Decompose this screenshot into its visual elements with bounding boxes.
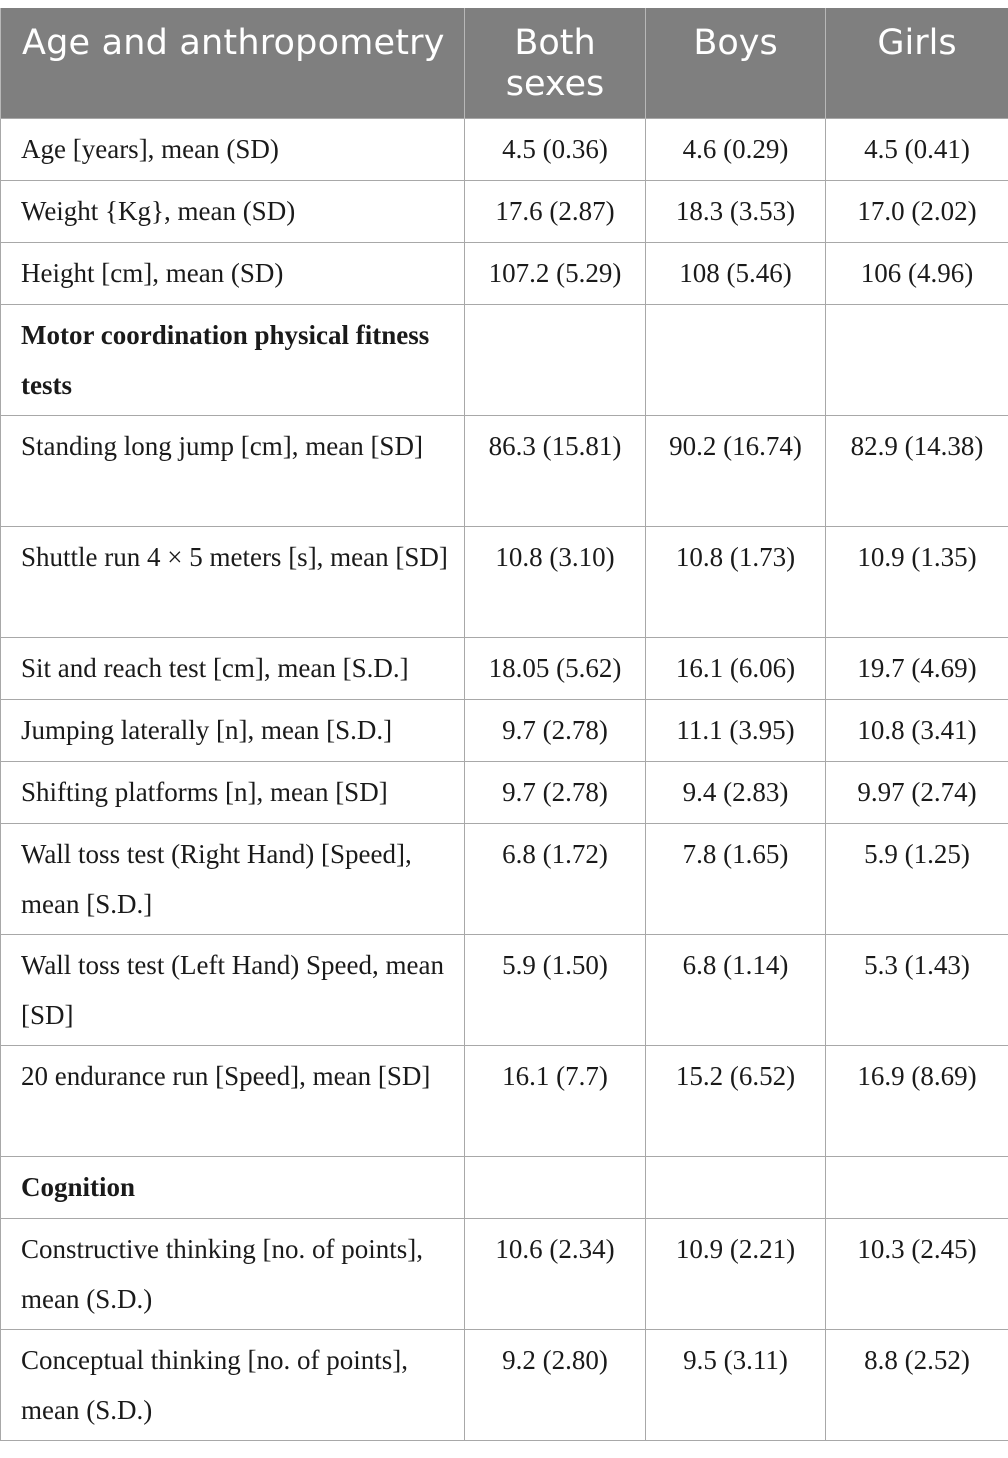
cell-both-sexes: 9.7 (2.78) (465, 761, 646, 823)
header-girls: Girls (826, 8, 1008, 118)
table-row (1, 242, 1008, 304)
cell-girls: 16.9 (8.69) (826, 1045, 1008, 1156)
cell-boys: 4.6 (0.29) (646, 118, 826, 180)
cell-girls: 10.3 (2.45) (826, 1218, 1008, 1329)
empty-cell (826, 304, 1008, 415)
cell-boys: 10.9 (2.21) (646, 1218, 826, 1329)
section-row (1, 1156, 1008, 1218)
empty-cell (465, 304, 646, 415)
row-label: Shifting platforms [n], mean [SD] (1, 761, 465, 823)
row-label: Conceptual thinking [no. of points], mean (S.D.) (1, 1329, 465, 1440)
cell-both-sexes: 10.6 (2.34) (465, 1218, 646, 1329)
cell-boys: 11.1 (3.95) (646, 699, 826, 761)
row-label: Height [cm], mean (SD) (1, 242, 465, 304)
table-row (1, 118, 1008, 180)
cell-boys: 16.1 (6.06) (646, 637, 826, 699)
cell-girls: 82.9 (14.38) (826, 415, 1008, 526)
cell-boys: 7.8 (1.65) (646, 823, 826, 934)
table-row (1, 1329, 1008, 1440)
row-label: Wall toss test (Left Hand) Speed, mean [SD] (1, 934, 465, 1045)
cell-both-sexes: 6.8 (1.72) (465, 823, 646, 934)
cell-girls: 10.8 (3.41) (826, 699, 1008, 761)
cell-girls: 17.0 (2.02) (826, 180, 1008, 242)
cell-both-sexes: 86.3 (15.81) (465, 415, 646, 526)
row-label: Wall toss test (Right Hand) [Speed], mean [S.D.] (1, 823, 465, 934)
table-row (1, 637, 1008, 699)
row-label: Age [years], mean (SD) (1, 118, 465, 180)
empty-cell (465, 1156, 646, 1218)
cell-boys: 15.2 (6.52) (646, 1045, 826, 1156)
cell-boys: 10.8 (1.73) (646, 526, 826, 637)
table-header (1, 8, 1008, 118)
header-both-sexes: Both sexes (465, 8, 646, 118)
row-label: Jumping laterally [n], mean [S.D.] (1, 699, 465, 761)
cell-girls: 4.5 (0.41) (826, 118, 1008, 180)
cell-girls: 9.97 (2.74) (826, 761, 1008, 823)
cell-both-sexes: 9.7 (2.78) (465, 699, 646, 761)
data-table (0, 8, 1008, 1441)
table-row (1, 823, 1008, 934)
data-table-container (0, 8, 1008, 1441)
cell-boys: 9.4 (2.83) (646, 761, 826, 823)
table-row (1, 699, 1008, 761)
row-label: Standing long jump [cm], mean [SD] (1, 415, 465, 526)
row-label: 20 endurance run [Speed], mean [SD] (1, 1045, 465, 1156)
cell-boys: 108 (5.46) (646, 242, 826, 304)
empty-cell (646, 304, 826, 415)
cell-both-sexes: 16.1 (7.7) (465, 1045, 646, 1156)
cell-girls: 5.9 (1.25) (826, 823, 1008, 934)
section-label-cognition: Cognition (1, 1156, 465, 1218)
row-label: Shuttle run 4 × 5 meters [s], mean [SD] (1, 526, 465, 637)
table-row (1, 1045, 1008, 1156)
cell-boys: 18.3 (3.53) (646, 180, 826, 242)
section-row (1, 304, 1008, 415)
table-row (1, 415, 1008, 526)
section-label-motor-coordination: Motor coordination physical fitness tests (1, 304, 465, 415)
cell-girls: 10.9 (1.35) (826, 526, 1008, 637)
table-row (1, 761, 1008, 823)
cell-both-sexes: 17.6 (2.87) (465, 180, 646, 242)
cell-girls: 5.3 (1.43) (826, 934, 1008, 1045)
cell-both-sexes: 107.2 (5.29) (465, 242, 646, 304)
table-row (1, 1218, 1008, 1329)
cell-girls: 8.8 (2.52) (826, 1329, 1008, 1440)
row-label: Sit and reach test [cm], mean [S.D.] (1, 637, 465, 699)
table-row (1, 180, 1008, 242)
cell-boys: 6.8 (1.14) (646, 934, 826, 1045)
header-boys: Boys (646, 8, 826, 118)
empty-cell (646, 1156, 826, 1218)
empty-cell (826, 1156, 1008, 1218)
table-body (1, 118, 1008, 1440)
cell-girls: 106 (4.96) (826, 242, 1008, 304)
cell-both-sexes: 5.9 (1.50) (465, 934, 646, 1045)
cell-girls: 19.7 (4.69) (826, 637, 1008, 699)
cell-both-sexes: 4.5 (0.36) (465, 118, 646, 180)
cell-boys: 90.2 (16.74) (646, 415, 826, 526)
header-age-and-anthropometry: Age and anthropometry (1, 8, 465, 118)
row-label: Constructive thinking [no. of points], mean (S.D.) (1, 1218, 465, 1329)
cell-boys: 9.5 (3.11) (646, 1329, 826, 1440)
table-row (1, 526, 1008, 637)
row-label: Weight {Kg}, mean (SD) (1, 180, 465, 242)
cell-both-sexes: 18.05 (5.62) (465, 637, 646, 699)
cell-both-sexes: 10.8 (3.10) (465, 526, 646, 637)
table-row (1, 934, 1008, 1045)
header-row (1, 8, 1008, 118)
cell-both-sexes: 9.2 (2.80) (465, 1329, 646, 1440)
